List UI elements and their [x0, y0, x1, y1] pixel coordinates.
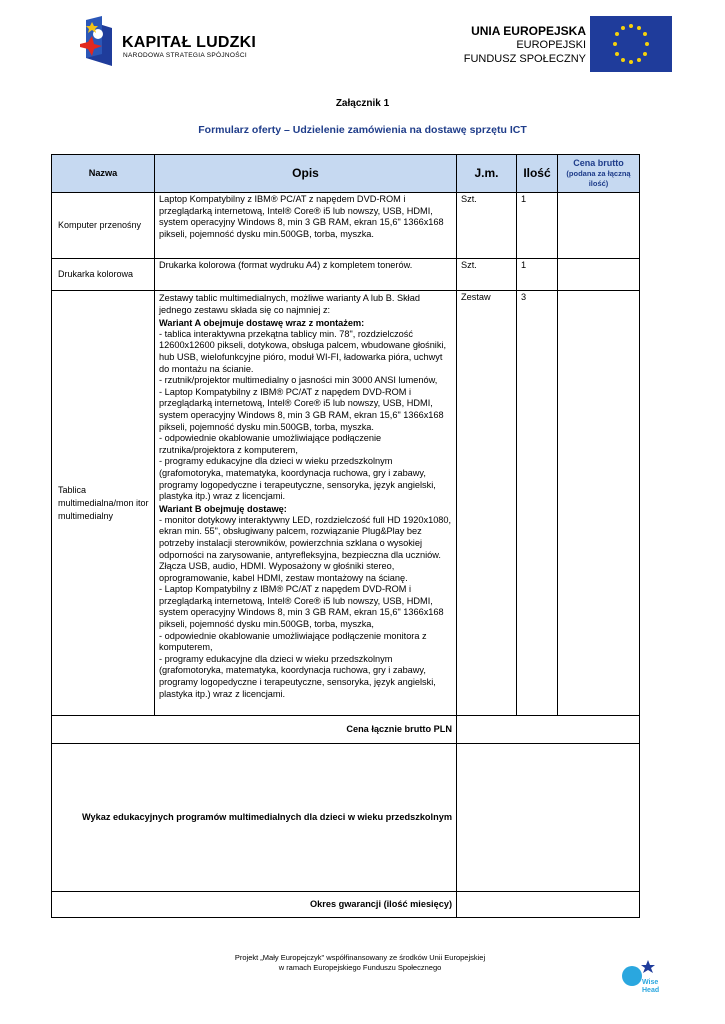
row-qty: 1	[517, 259, 558, 291]
variant-a-text: - tablica interaktywna przekątna tablicy min. 78", rozdzielczość 12600x12600 pikseli, dotykowa, obsługa palcem, wbudowane głośniki, hub USB, wielofunkcyjne pióro, moduł WI-FI, ładowarka pióra, uchwyt do montażu na ścianie. - rzutnik/projektor multimedialny o jasności min 3000 ANSI lumenów, - Laptop Kompatybilny z IBM® PC/AT z napędem DVD-ROM i przeglądarką internetową, Intel® Core® i5 lub nowszy, USB, HDMI, system operacyjny Windows 8, min 3 GB RAM, ekran 15,6" 1366x168 pikseli, pojemność dysku min.500GB, torba, myszka. - odpowiednie okablowanie umożliwiające podłączenie rzutnika/projektora z komputerem, - programy edukacyjne dla dzieci w wieku przedszkolnym (grafomotoryka, matematyka, koordynacja ruchowa, gry i zabawy, programy logopedyczne i terapeutyczne, sensoryka, język angielski, plastyka itp.) wraz z licencjami.	[159, 328, 447, 502]
eu-flag-icon	[590, 16, 672, 72]
table-header-row	[52, 155, 640, 193]
row-name: Tablica multimedialna/mon itor multimedialny	[52, 291, 155, 716]
row-unit: Szt.	[457, 259, 517, 291]
programs-row	[52, 744, 640, 892]
row-qty: 3	[517, 291, 558, 716]
eu-line-3: FUNDUSZ SPOŁECZNY	[463, 53, 586, 65]
col-header-price	[558, 155, 640, 193]
row-price-cell[interactable]	[558, 193, 640, 259]
variant-b-text: - monitor dotykowy interaktywny LED, rozdzielczość full HD 1920x1080, ekran min. 55", obsługiwany palcem, rozwiązanie Plug&Play bez potrzeby instalacji sterowników, powierzchnia szklana o wysokiej odporności na zarysowanie, antyrefleksyjna, bezpieczna dla uczniów. Złącza USB, audio, HDMI. Wyposażony w głośniki stereo, oprogramowanie, kabel HDMI, zestaw montażowy na ścianę. - Laptop Kompatybilny z IBM® PC/AT z napędem DVD-ROM i przeglądarką internetową, Intel® Core® i5 lub nowszy, USB, HDMI, system operacyjny Windows 8, min 3 GB RAM, ekran 15,6" 1366x168 pikseli, pojemność dysku min.500GB, torba, myszka, - odpowiednie okablowanie umożliwiające podłączenie monitora z komputerem, - programy edukacyjne dla dzieci w wieku przedszkolnym (grafomotoryka, matematyka, koordynacja ruchowa, gry i zabawy, programy logopedyczne i terapeutyczne, sensoryka, język angielski, plastyka itp.) wraz z licencjami.	[159, 514, 452, 699]
variant-b-heading: Wariant B obejmuję dostawę:	[159, 503, 287, 514]
eu-line-2: EUROPEJSKI	[516, 39, 586, 51]
wise-head-logo-icon	[618, 958, 662, 998]
total-row	[52, 716, 640, 744]
row-price-cell[interactable]	[558, 291, 640, 716]
programs-value-cell[interactable]	[457, 744, 640, 892]
table-row	[52, 259, 640, 291]
programs-label: Wykaz edukacyjnych programów multimedialnych dla dzieci w wieku przedszkolnym	[52, 744, 457, 892]
row-desc: Laptop Kompatybilny z IBM® PC/AT z napędem DVD-ROM i przeglądarką internetową, Intel® Core® i5 lub nowszy, USB, HDMI, system operacyjny Windows 8, min 3 GB RAM, ekran 15,6" 1366x168 pikseli, pojemność dysku min.500GB, torba, myszka.	[155, 193, 457, 259]
warranty-value-cell[interactable]	[457, 892, 640, 918]
kapital-ludzki-logo-icon	[72, 14, 117, 72]
eu-text-block	[464, 24, 586, 66]
footer-line-1: Projekt „Mały Europejczyk" współfinansowany ze środków Unii Europejskiej	[234, 953, 486, 962]
row-desc	[155, 291, 457, 716]
svg-text:Head: Head	[642, 987, 660, 994]
total-value-cell[interactable]	[457, 716, 640, 744]
col-header-name: Nazwa	[52, 155, 155, 193]
col-header-qty: Ilość	[517, 155, 558, 193]
row-price-cell[interactable]	[558, 259, 640, 291]
variant-a-heading: Wariant A obejmuje dostawę wraz z montażem:	[159, 317, 365, 328]
table-row	[52, 193, 640, 259]
warranty-row	[52, 892, 640, 918]
kapital-ludzki-title: KAPITAŁ LUDZKI	[122, 34, 257, 51]
col-header-unit: J.m.	[457, 155, 517, 193]
total-label: Cena łącznie brutto PLN	[52, 716, 457, 744]
row-unit: Zestaw	[457, 291, 517, 716]
footer-line-2: w ramach Europejskiego Funduszu Społecznego	[278, 963, 442, 972]
col-header-desc: Opis	[155, 155, 457, 193]
table-row	[52, 291, 640, 716]
eu-line-1: UNIA EUROPEJSKA	[471, 24, 586, 38]
row-desc-intro: Zestawy tablic multimedialnych, możliwe warianty A lub B. Skład jednego zestawu składa się co najmniej z:	[159, 293, 420, 316]
price-label: Cena brutto	[573, 158, 624, 168]
svg-text:Wise: Wise	[642, 979, 659, 986]
offer-table	[51, 154, 640, 918]
row-unit: Szt.	[457, 193, 517, 259]
price-note: (podana za łączną ilość)	[566, 169, 631, 188]
attachment-label: Załącznik 1	[335, 98, 390, 109]
row-name: Drukarka kolorowa	[52, 259, 155, 291]
row-desc: Drukarka kolorowa (format wydruku A4) z kompletem tonerów.	[155, 259, 457, 291]
row-name: Komputer przenośny	[52, 193, 155, 259]
form-title: Formularz oferty – Udzielenie zamówienia na dostawę sprzętu ICT	[198, 124, 527, 136]
kapital-ludzki-subtitle: NARODOWA STRATEGIA SPÓJNOŚCI	[123, 52, 247, 59]
footer-text	[180, 953, 540, 973]
warranty-label: Okres gwarancji (ilość miesięcy)	[52, 892, 457, 918]
row-qty: 1	[517, 193, 558, 259]
